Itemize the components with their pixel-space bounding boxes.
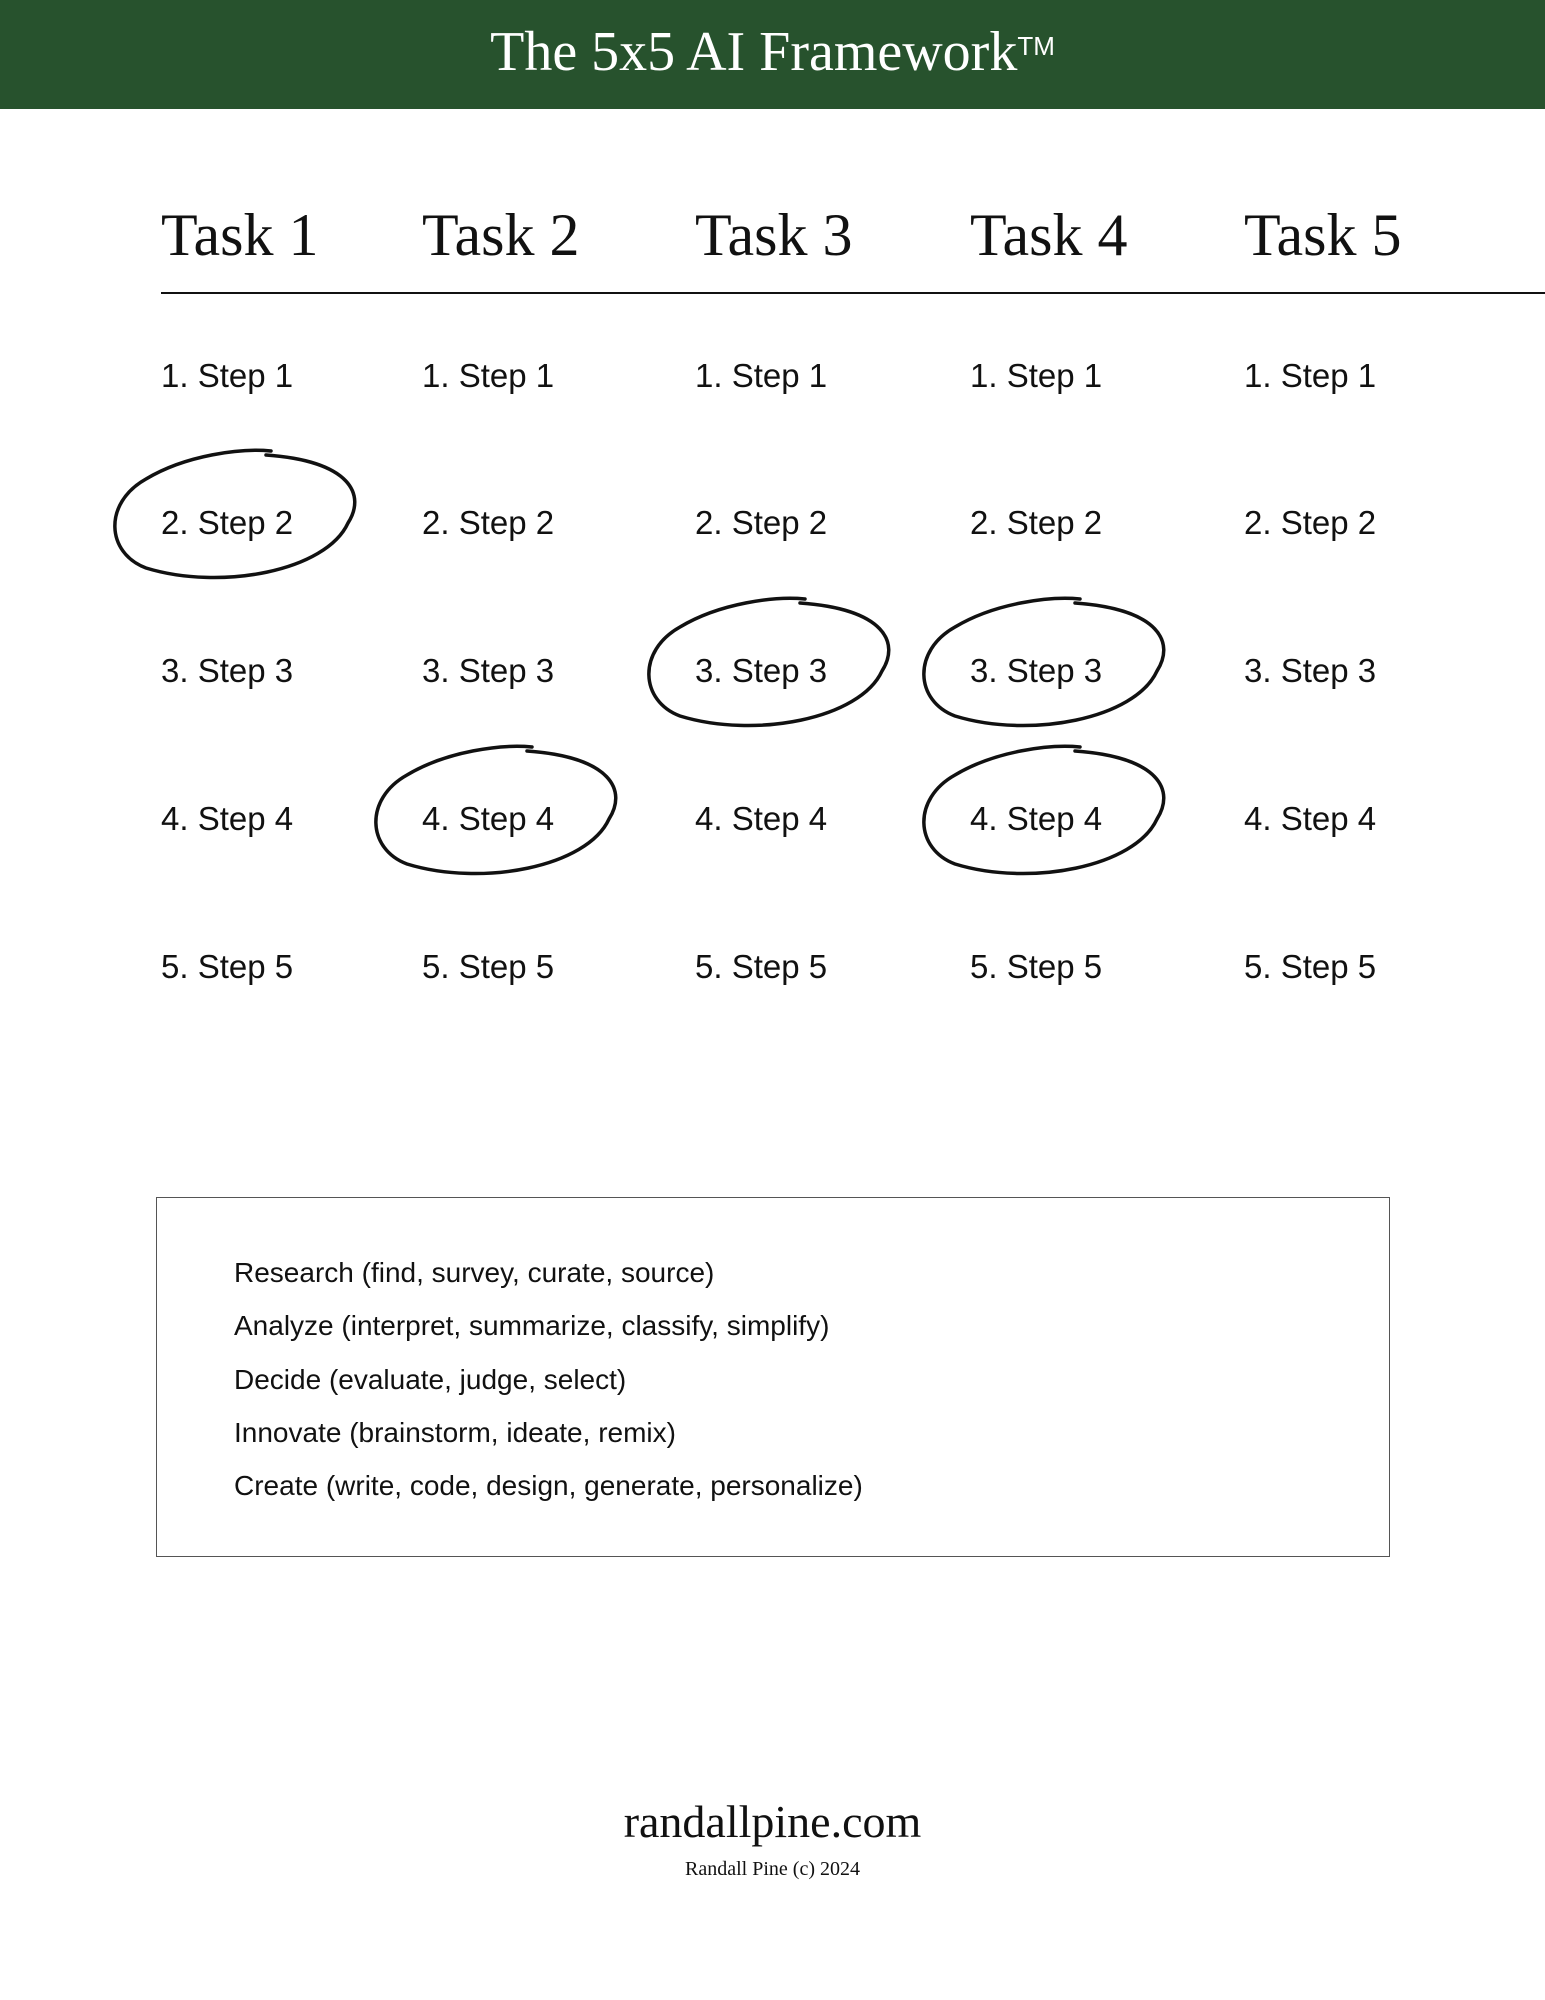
step-item: 3. Step 3 — [161, 652, 294, 689]
step-item: 2. Step 2 — [1244, 504, 1377, 541]
task-heading-5: Task 5 — [1244, 202, 1402, 268]
verb-item: Research (find, survey, curate, source) — [234, 1257, 715, 1288]
step-item: 1. Step 1 — [695, 357, 828, 394]
step-item: 4. Step 4 — [695, 800, 828, 837]
task-heading-3: Task 3 — [695, 202, 853, 268]
step-item: 4. Step 4 — [422, 800, 555, 837]
step-item: 3. Step 3 — [970, 652, 1103, 689]
copyright: Randall Pine (c) 2024 — [685, 1858, 860, 1880]
task-heading-2: Task 2 — [422, 202, 580, 268]
step-item: 3. Step 3 — [1244, 652, 1377, 689]
step-item: 2. Step 2 — [970, 504, 1103, 541]
step-item: 1. Step 1 — [970, 357, 1103, 394]
step-item: 2. Step 2 — [422, 504, 555, 541]
task-heading-4: Task 4 — [970, 202, 1128, 268]
step-item: 1. Step 1 — [1244, 357, 1377, 394]
verb-item: Analyze (interpret, summarize, classify, simplify) — [234, 1310, 830, 1342]
step-item: 3. Step 3 — [695, 652, 828, 689]
title-banner — [0, 0, 1545, 109]
step-item: 3. Step 3 — [422, 652, 555, 689]
step-item: 5. Step 5 — [1244, 948, 1377, 985]
step-item: 4. Step 4 — [970, 800, 1103, 837]
step-item: 1. Step 1 — [422, 357, 555, 394]
step-item: 4. Step 4 — [1244, 800, 1377, 837]
title-text: The 5x5 AI Framework — [490, 21, 1018, 83]
step-item: 5. Step 5 — [695, 948, 828, 985]
step-item: 5. Step 5 — [161, 948, 294, 985]
trademark-mark: TM — [1017, 31, 1055, 61]
page-title — [0, 20, 1545, 84]
step-item: 4. Step 4 — [161, 800, 294, 837]
verb-item: Innovate (brainstorm, ideate, remix) — [234, 1416, 676, 1448]
step-item: 2. Step 2 — [695, 504, 828, 541]
step-item: 5. Step 5 — [422, 948, 555, 985]
verb-item: Decide (evaluate, judge, select) — [234, 1363, 627, 1395]
verb-item: Create (write, code, design, generate, personalize) — [234, 1470, 863, 1502]
step-item: 2. Step 2 — [161, 504, 294, 541]
header-divider — [161, 292, 1545, 294]
step-item: 5. Step 5 — [970, 948, 1103, 985]
task-heading-1: Task 1 — [161, 202, 319, 268]
step-item: 1. Step 1 — [161, 357, 294, 394]
site-url[interactable]: randallpine.com — [623, 1796, 922, 1847]
